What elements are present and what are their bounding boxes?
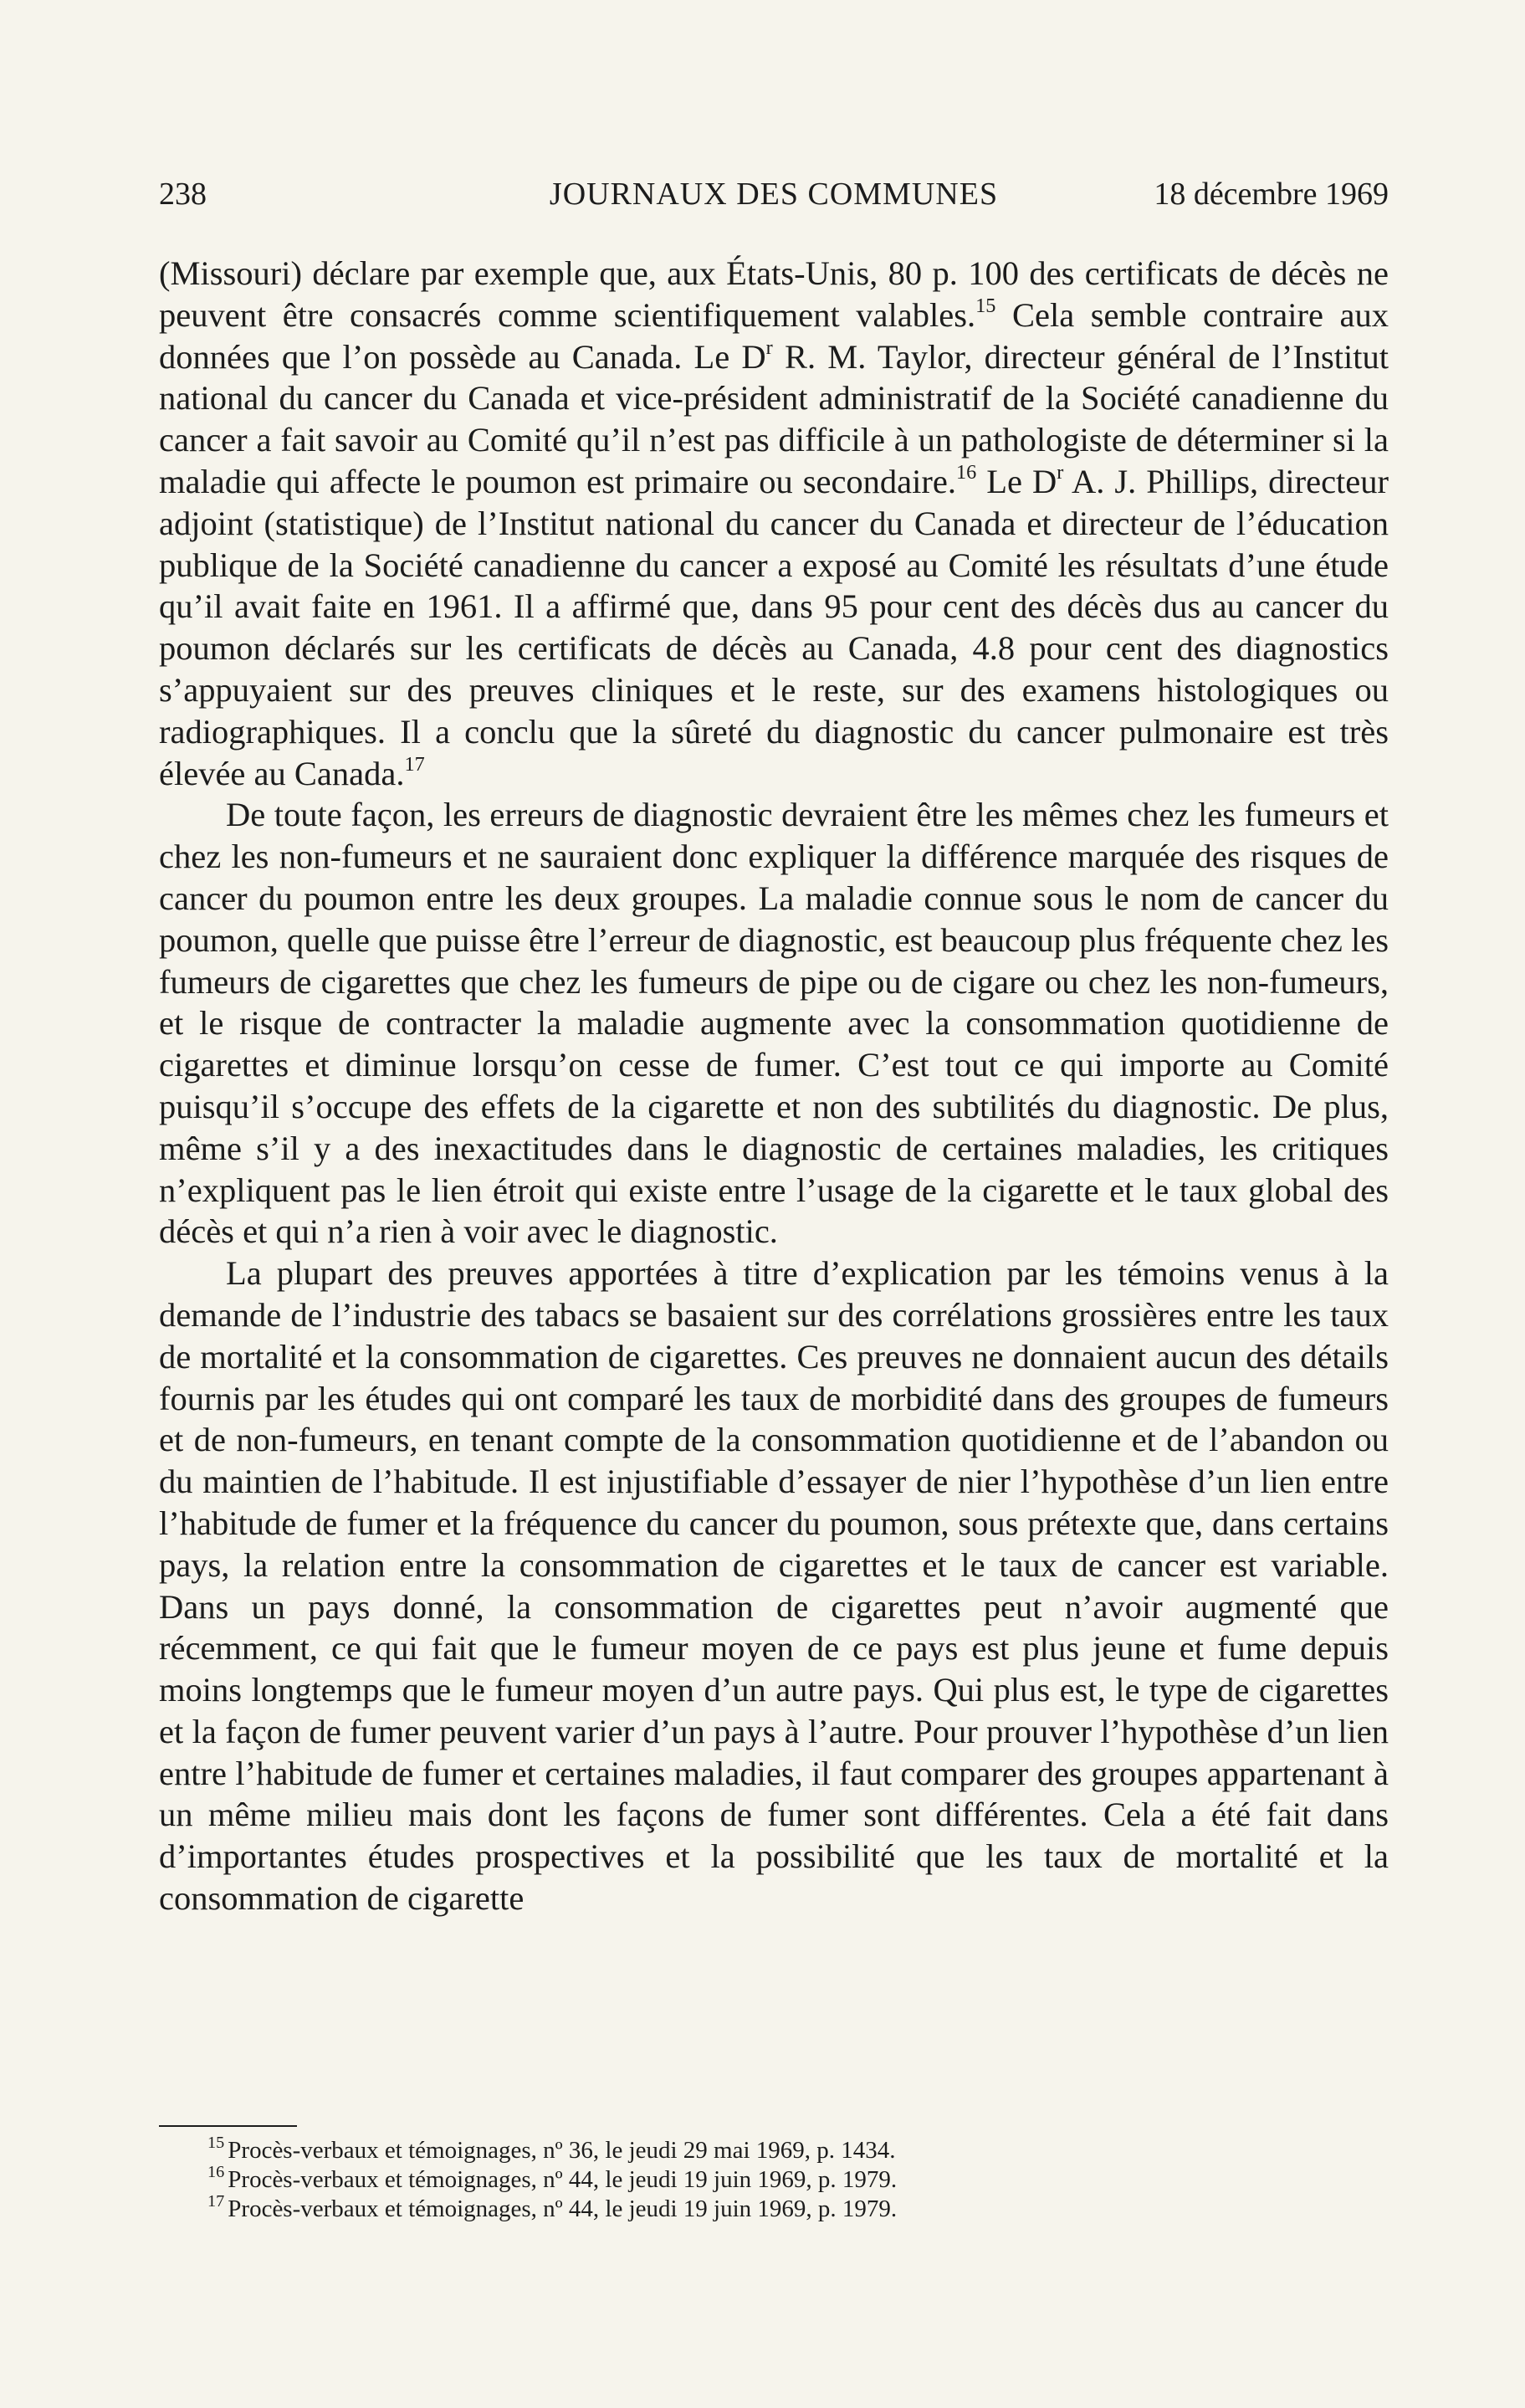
paragraph-3: La plupart des preuves apportées à titre d’explication par les témoins venus à la demande de l’industrie des tabacs se basaient sur des corrélations grossières entre les taux de mortalité et la consommation de cigarettes. Ces preuves ne donnaient aucun des détails fournis par les études qui ont comparé les taux de morbidité dans des groupes de fumeurs et de non-fumeurs, en tenant compte de la consommation quotidienne et de l’abandon ou du maintien de l’habitude. Il est injustifiable d’essayer de nier l’hypothèse d’un lien entre l’habitude de fumer et la fréquence du cancer du poumon, sous prétexte que, dans certains pays, la relation entre la consommation de cigarettes et le taux de cancer est variable. Dans un pays donné, la consommation de cigarettes peut n’avoir augmenté que récemment, ce qui fait que le fumeur moyen de ce pays est plus jeune et fume depuis moins longtemps que le fumeur moyen d’un autre pays. Qui plus est, le type de cigarettes et la façon de fumer peuvent varier d’un pays à l’autre. Pour prouver l’hypothèse d’un lien entre l’habitude de fumer et certaines maladies, il faut comparer des groupes appartenant à un même milieu mais dont les façons de fumer sont différentes. Cela a été fait dans d’importantes études prospectives et la possibilité que les taux de mortalité et la consommation de cigarette [159, 1254, 1389, 1918]
footnote-text: Procès-verbaux et témoignages, nº 44, le jeudi 19 juin 1969, p. 1979. [228, 2195, 898, 2222]
paragraph-1-part-a: (Missouri) déclare par exemple que, aux États-Unis, 80 p. 100 des certificats de décès ne peuvent être consacrés comme scientifiquement valables. [159, 254, 1389, 334]
paragraph-2: De toute façon, les erreurs de diagnostic devraient être les mêmes chez les fumeurs et chez les non-fumeurs et ne sauraient donc expliquer la différence marquée des risques de cancer du poumon entre les deux groupes. La maladie connue sous le nom de cancer du poumon, quelle que puisse être l’erreur de diagnostic, est beaucoup plus fréquente chez les fumeurs de cigarettes que chez les fumeurs de pipe ou de cigare ou chez les non-fumeurs, et le risque de contracter la maladie augmente avec la consommation quotidienne de cigarettes et diminue lorsqu’on cesse de fumer. C’est tout ce qui importe au Comité puisqu’il s’occupe des effets de la cigarette et non des subtilités du diagnostic. De plus, même s’il y a des inexactitudes dans le diagnostic de certaines maladies, les critiques n’expliquent pas le lien étroit qui existe entre l’usage de la cigarette et le taux global des décès et qui n’a rien à voir avec le diagnostic. [159, 796, 1389, 1251]
journal-title: JOURNAUX DES COMMUNES [549, 177, 999, 212]
doctor-abbrev-superscript: r [765, 336, 773, 360]
body-text [159, 253, 1389, 1919]
footnote-text: Procès-verbaux et témoignages, nº 44, le jeudi 19 juin 1969, p. 1979. [228, 2166, 898, 2193]
footnote-ref-16: 16 [956, 461, 977, 484]
footnote-number: 16 [207, 2163, 225, 2182]
footnote-number: 15 [207, 2134, 225, 2153]
footnotes [207, 2136, 1295, 2224]
footnote-ref-15: 15 [975, 295, 996, 318]
document-page [159, 0, 1389, 2408]
footnote-divider [159, 2125, 297, 2127]
footnote-16 [207, 2165, 1295, 2195]
running-header [159, 169, 1389, 219]
page-number: 238 [159, 177, 207, 212]
footnote-ref-17: 17 [404, 753, 425, 776]
header-date: 18 décembre 1969 [1154, 177, 1389, 212]
footnote-number: 17 [207, 2192, 225, 2211]
footnote-text: Procès-verbaux et témoignages, nº 36, le jeudi 29 mai 1969, p. 1434. [228, 2137, 896, 2164]
paragraph-1-part-d: Le D [976, 462, 1057, 500]
paragraph-1-part-b: Cela semble contraire aux données que l’on possède au Canada. Le D [159, 295, 1389, 376]
paragraph-1-part-c: R. M. Taylor, directeur général de l’Institut national du cancer du Canada et vice-président administratif de la Société canadienne du cancer a fait savoir au Comité qu’il n’est pas difficile à un pathologiste de déterminer si la maladie qui affecte le poumon est primaire ou secondaire. [159, 337, 1389, 500]
paragraph-1 [159, 253, 1389, 794]
footnote-15 [207, 2136, 1295, 2165]
footnote-17 [207, 2192, 1295, 2224]
paragraph-1-part-e: A. J. Phillips, directeur adjoint (statistique) de l’Institut national du cancer du Canada et directeur de l’éducation publique de la Société canadienne du cancer a exposé au Comité les résultats d’une étude qu’il avait faite en 1961. Il a affirmé que, dans 95 pour cent des décès dus au cancer du poumon déclarés sur les certificats de décès au Canada, 4.8 pour cent des diagnostics s’appuyaient sur des preuves cliniques et le reste, sur des examens histologiques ou radiographiques. Il a conclu que la sûreté du diagnostic du cancer pulmonaire est très élevée au Canada. [159, 462, 1389, 792]
doctor-abbrev-superscript: r [1057, 461, 1064, 484]
